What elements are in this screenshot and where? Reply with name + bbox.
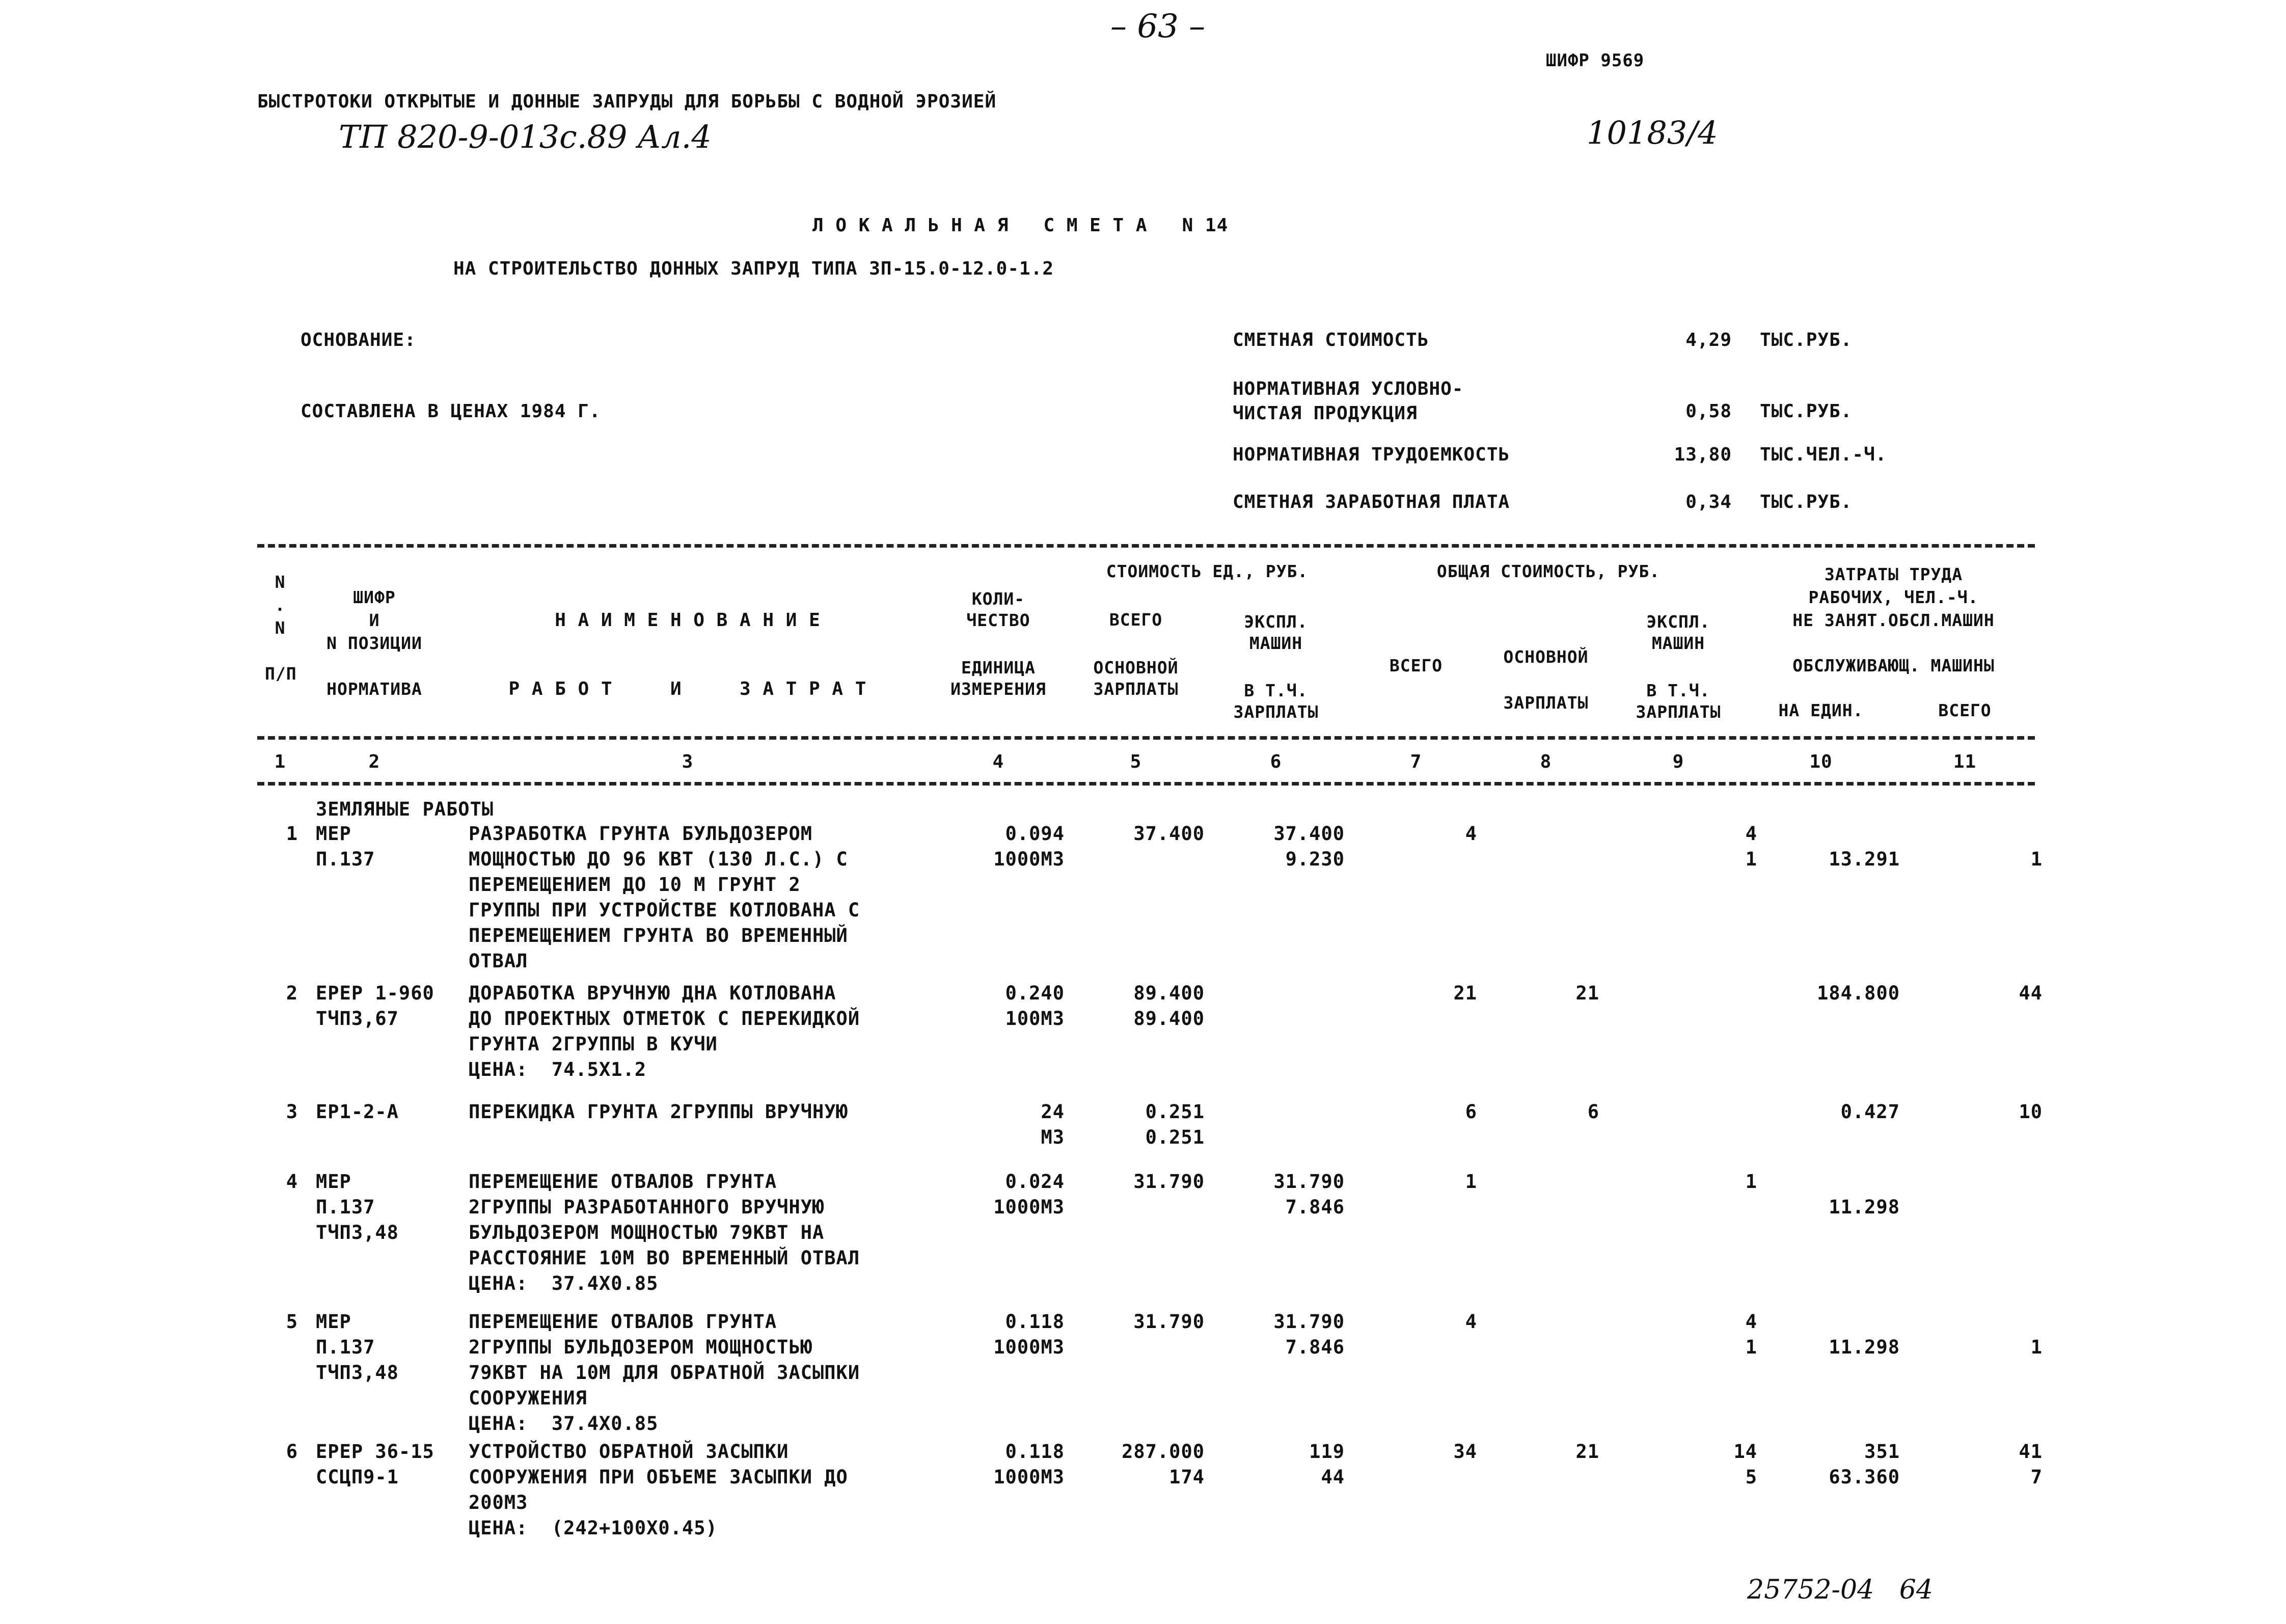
cipher-label: ШИФР 9569 bbox=[1546, 50, 1645, 71]
row-labor-unit: 0.427 bbox=[1840, 1101, 1900, 1123]
row-unit-machines: 119 44 bbox=[1309, 1441, 1345, 1488]
column-number: 10 bbox=[1809, 751, 1833, 772]
header-unit-cost-group: СТОИМОСТЬ ЕД., РУБ. bbox=[1106, 561, 1309, 581]
header-tot-mach: ЭКСПЛ. МАШИН bbox=[1646, 612, 1710, 653]
row-code: МЕР П.137 ТЧПЗ,48 bbox=[316, 1311, 399, 1384]
row-quantity: 0.024 1000М3 bbox=[993, 1171, 1065, 1218]
row-name: ПЕРЕМЕЩЕНИЕ ОТВАЛОВ ГРУНТА 2ГРУППЫ РАЗРАБОТАННОГО ВРУЧНУЮ БУЛЬДОЗЕРОМ МОЩНОСТЬЮ 79КВТ НА РАССТОЯНИЕ 10М ВО ВРЕМЕННЫЙ ОТВАЛ ЦЕНА: 37.4Х0.85 bbox=[469, 1171, 860, 1294]
row-labor-total: 1 bbox=[2030, 848, 2043, 870]
column-number: 1 bbox=[274, 751, 286, 772]
row-unit-machines: 37.400 9.230 bbox=[1273, 823, 1345, 870]
row-code: МЕР П.137 bbox=[316, 823, 375, 870]
row-total-machines: 4 1 bbox=[1745, 823, 1757, 870]
row-number: 6 bbox=[286, 1441, 298, 1463]
row-quantity: 0.240 100М3 bbox=[1005, 982, 1065, 1030]
row-total: 34 bbox=[1453, 1441, 1477, 1463]
row-unit-machines: 31.790 7.846 bbox=[1273, 1311, 1345, 1358]
summary-label: СМЕТНАЯ СТОИМОСТЬ bbox=[1233, 330, 1429, 350]
column-number: 4 bbox=[992, 751, 1004, 772]
basis-label: ОСНОВАНИЕ: bbox=[301, 330, 416, 350]
row-labor-unit: 351 63.360 bbox=[1829, 1441, 1900, 1488]
summary-value: 4,29 bbox=[1685, 330, 1732, 350]
row-labor-unit: 13.291 bbox=[1829, 848, 1900, 870]
row-total: 4 bbox=[1465, 1311, 1477, 1333]
column-number: 11 bbox=[1953, 751, 1977, 772]
estimate-title: Л О К А Л Ь Н А Я С М Е Т А N 14 bbox=[812, 215, 1229, 236]
header-unit-total: ВСЕГО bbox=[1109, 610, 1163, 630]
row-name: УСТРОЙСТВО ОБРАТНОЙ ЗАСЫПКИ СООРУЖЕНИЯ ПРИ ОБЪЕМЕ ЗАСЫПКИ ДО 200М3 ЦЕНА: (242+100Х0.45) bbox=[469, 1441, 848, 1539]
row-number: 4 bbox=[286, 1171, 298, 1193]
row-labor-total: 10 bbox=[2019, 1101, 2043, 1123]
row-unit-total: 37.400 bbox=[1133, 823, 1205, 845]
summary-unit: ТЫС.ЧЕЛ.-Ч. bbox=[1760, 444, 1887, 465]
row-name: ПЕРЕМЕЩЕНИЕ ОТВАЛОВ ГРУНТА 2ГРУППЫ БУЛЬДОЗЕРОМ МОЩНОСТЬЮ 79КВТ НА 10М ДЛЯ ОБРАТНОЙ ЗАСЫПКИ СООРУЖЕНИЯ ЦЕНА: 37.4Х0.85 bbox=[469, 1311, 860, 1434]
summary-label: НОРМАТИВНАЯ УСЛОВНО- ЧИСТАЯ ПРОДУКЦИЯ bbox=[1233, 378, 1464, 424]
row-total-wage: 6 bbox=[1587, 1101, 1599, 1123]
header-labor-unit: НА ЕДИН. bbox=[1778, 700, 1864, 720]
row-labor-unit: 184.800 bbox=[1817, 982, 1900, 1004]
table-rule-numbers bbox=[257, 782, 2035, 786]
row-quantity: 0.094 1000М3 bbox=[993, 823, 1065, 870]
row-total-wage: 21 bbox=[1575, 982, 1599, 1004]
row-code: ЕР1-2-А bbox=[316, 1101, 399, 1123]
row-total: 6 bbox=[1465, 1101, 1477, 1123]
row-labor-unit: 11.298 bbox=[1829, 1196, 1900, 1218]
table-rule-header bbox=[257, 736, 2035, 740]
header-unit-mach: ЭКСПЛ. МАШИН bbox=[1244, 612, 1308, 653]
row-total-machines: 4 1 bbox=[1745, 1311, 1757, 1358]
header-unit-wage: ОСНОВНОЙ ЗАРПЛАТЫ bbox=[1093, 658, 1179, 699]
column-number: 6 bbox=[1270, 751, 1282, 772]
summary-value: 0,58 bbox=[1685, 401, 1732, 422]
row-total-wage: 21 bbox=[1575, 1441, 1599, 1463]
header-tot-wage: ОСНОВНОЙ ЗАРПЛАТЫ bbox=[1503, 647, 1589, 713]
row-number: 3 bbox=[286, 1101, 298, 1123]
row-labor-total: 41 7 bbox=[2019, 1441, 2043, 1488]
header-col-n: N . N П/П bbox=[265, 572, 297, 684]
row-name: ДОРАБОТКА ВРУЧНУЮ ДНА КОТЛОВАНА ДО ПРОЕКТНЫХ ОТМЕТОК С ПЕРЕКИДКОЙ ГРУНТА 2ГРУППЫ В КУЧИ ЦЕНА: 74.5Х1.2 bbox=[469, 982, 860, 1080]
column-number: 2 bbox=[368, 751, 380, 772]
row-total: 1 bbox=[1465, 1171, 1477, 1193]
header-col-name: Н А И М Е Н О В А Н И Е Р А Б О Т И З А Т Р А Т bbox=[508, 610, 867, 699]
footer-handwritten-note: 25752-04 64 bbox=[1747, 1575, 1933, 1605]
row-labor-unit: 11.298 bbox=[1829, 1336, 1900, 1358]
row-total-machines: 14 5 bbox=[1733, 1441, 1757, 1488]
row-name: РАЗРАБОТКА ГРУНТА БУЛЬДОЗЕРОМ МОЩНОСТЬЮ ДО 96 КВТ (130 Л.С.) С ПЕРЕМЕЩЕНИЕМ ДО 10 М ГРУНТ 2 ГРУППЫ ПРИ УСТРОЙСТВЕ КОТЛОВАНА С ПЕРЕМЕЩЕНИЕМ ГРУНТА ВО ВРЕМЕННЫЙ ОТВАЛ bbox=[469, 823, 860, 972]
row-unit-total: 0.251 0.251 bbox=[1145, 1101, 1205, 1148]
project-code: ТП 820-9-013с.89 Ал.4 bbox=[339, 118, 712, 155]
row-quantity: 0.118 1000М3 bbox=[993, 1441, 1065, 1488]
row-unit-total: 287.000 174 bbox=[1122, 1441, 1205, 1488]
summary-label: НОРМАТИВНАЯ ТРУДОЕМКОСТЬ bbox=[1233, 444, 1510, 465]
header-tot-mach-wage: В Т.Ч. ЗАРПЛАТЫ bbox=[1636, 681, 1721, 722]
summary-unit: ТЫС.РУБ. bbox=[1760, 492, 1853, 512]
row-quantity: 24 МЗ bbox=[1041, 1101, 1065, 1148]
row-name: ПЕРЕКИДКА ГРУНТА 2ГРУППЫ ВРУЧНУЮ bbox=[469, 1101, 848, 1123]
column-number: 9 bbox=[1672, 751, 1684, 772]
header-labor-group: ЗАТРАТЫ ТРУДА РАБОЧИХ, ЧЕЛ.-Ч. НЕ ЗАНЯТ.ОБСЛ.МАШИН bbox=[1792, 564, 1995, 630]
column-number: 7 bbox=[1410, 751, 1422, 772]
header-tot-total: ВСЕГО bbox=[1389, 656, 1443, 675]
doc-number: 10183/4 bbox=[1587, 114, 1718, 151]
row-labor-total: 44 bbox=[2019, 982, 2043, 1004]
row-code: ЕРЕР 1-960 ТЧПЗ,67 bbox=[316, 982, 434, 1030]
summary-value: 13,80 bbox=[1674, 444, 1732, 465]
column-number: 5 bbox=[1130, 751, 1142, 772]
row-unit-total: 31.790 bbox=[1133, 1311, 1205, 1333]
summary-value: 0,34 bbox=[1685, 492, 1732, 512]
column-number: 3 bbox=[682, 751, 694, 772]
estimate-subtitle: НА СТРОИТЕЛЬСТВО ДОННЫХ ЗАПРУД ТИПА ЗП-15.0-12.0-1.2 bbox=[453, 258, 1054, 279]
page-number: – 63 – bbox=[1110, 8, 1206, 45]
header-col-qty-bottom: ЕДИНИЦА ИЗМЕРЕНИЯ bbox=[950, 658, 1046, 699]
summary-unit: ТЫС.РУБ. bbox=[1760, 401, 1853, 422]
row-number: 5 bbox=[286, 1311, 298, 1333]
row-labor-total: 1 bbox=[2030, 1336, 2043, 1358]
row-quantity: 0.118 1000М3 bbox=[993, 1311, 1065, 1358]
row-unit-total: 31.790 bbox=[1133, 1171, 1205, 1193]
header-labor-machines: ОБСЛУЖИВАЮЩ. МАШИНЫ bbox=[1792, 656, 1995, 675]
row-total-machines: 1 bbox=[1745, 1171, 1757, 1193]
table-rule-top bbox=[257, 544, 2035, 548]
header-unit-mach-wage: В Т.Ч. ЗАРПЛАТЫ bbox=[1233, 681, 1319, 722]
project-title: БЫСТРОТОКИ ОТКРЫТЫЕ И ДОННЫЕ ЗАПРУДЫ ДЛЯ БОРЬБЫ С ВОДНОЙ ЭРОЗИЕЙ bbox=[257, 91, 997, 112]
row-code: ЕРЕР 36-15 ССЦП9-1 bbox=[316, 1441, 434, 1488]
row-total: 4 bbox=[1465, 823, 1477, 845]
header-col-cipher: ШИФР И N ПОЗИЦИИ НОРМАТИВА bbox=[326, 587, 422, 699]
row-code: МЕР П.137 ТЧПЗ,48 bbox=[316, 1171, 399, 1243]
row-number: 1 bbox=[286, 823, 298, 845]
column-number: 8 bbox=[1540, 751, 1552, 772]
summary-unit: ТЫС.РУБ. bbox=[1760, 330, 1853, 350]
header-total-cost-group: ОБЩАЯ СТОИМОСТЬ, РУБ. bbox=[1436, 561, 1661, 581]
row-number: 2 bbox=[286, 982, 298, 1004]
row-unit-machines: 31.790 7.846 bbox=[1273, 1171, 1345, 1218]
prices-label: СОСТАВЛЕНА В ЦЕНАХ 1984 Г. bbox=[301, 401, 601, 422]
row-unit-total: 89.400 89.400 bbox=[1133, 982, 1205, 1030]
header-col-qty-top: КОЛИ- ЧЕСТВО bbox=[966, 589, 1030, 630]
section-title: ЗЕМЛЯНЫЕ РАБОТЫ bbox=[316, 798, 494, 820]
row-total: 21 bbox=[1453, 982, 1477, 1004]
summary-label: СМЕТНАЯ ЗАРАБОТНАЯ ПЛАТА bbox=[1233, 492, 1510, 512]
header-labor-total: ВСЕГО bbox=[1938, 700, 1992, 720]
